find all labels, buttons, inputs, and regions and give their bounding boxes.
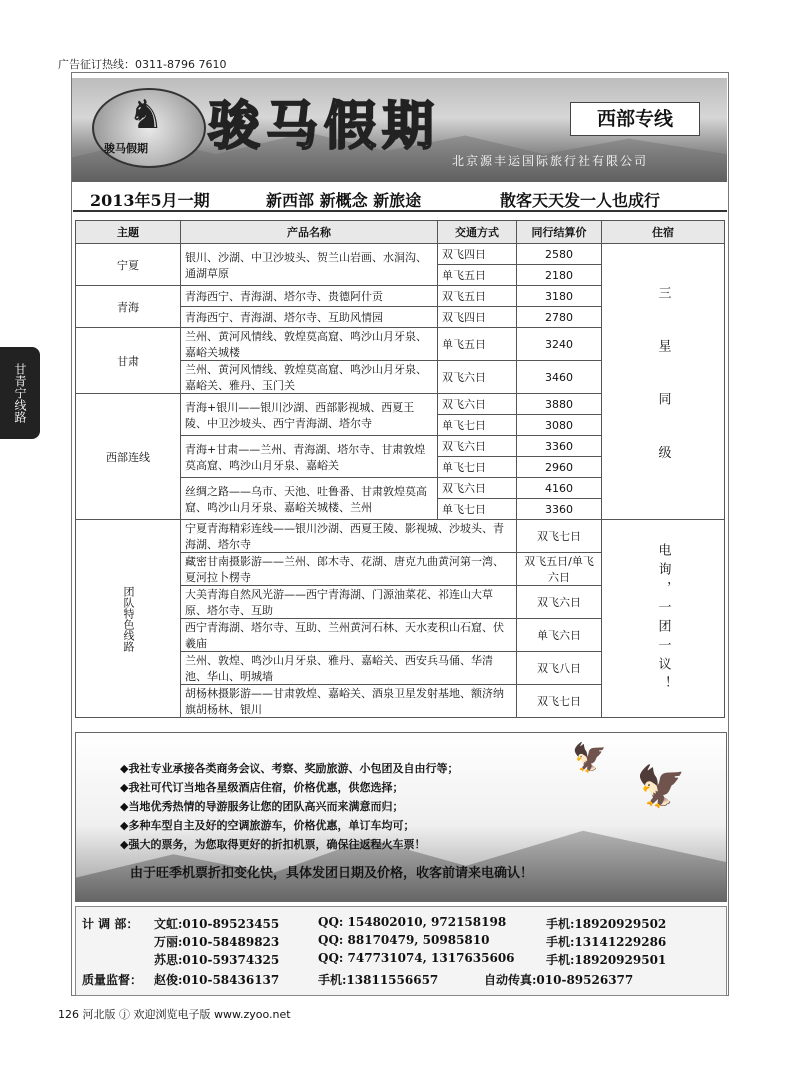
footer: 126 河北版 ⓙ 欢迎浏览电子版 www.zyoo.net <box>58 1008 291 1021</box>
table-row <box>76 244 725 265</box>
price-cell: 3360 <box>517 436 602 457</box>
header-theme: 主题 <box>76 221 181 244</box>
service-item: ◆我社可代订当地各星级酒店住宿，价格优惠，供您选择； <box>120 781 404 794</box>
group-transport: 双飞六日 <box>517 586 602 619</box>
group-transport: 单飞六日 <box>517 619 602 652</box>
contact-mobile: 手机:18920929501 <box>546 953 667 967</box>
price-cell: 3180 <box>517 286 602 307</box>
header-name: 产品名称 <box>181 221 438 244</box>
price-cell: 4160 <box>517 478 602 499</box>
route-name-cell: 青海西宁、青海湖、塔尔寺、互助风情园 <box>181 307 438 328</box>
contact-name: 文虹:010-89523455 <box>154 917 280 931</box>
group-transport: 双飞五日/单飞六日 <box>517 553 602 586</box>
brand-title: 骏马假期 <box>208 96 441 157</box>
transport-cell: 双飞四日 <box>438 307 517 328</box>
table-header <box>76 221 725 244</box>
group-route-name: 藏密甘南摄影游——兰州、郎木寺、花湖、唐克九曲黄河第一湾、夏河拉卜楞寺 <box>181 553 517 586</box>
contact-name: 万丽:010-58489823 <box>154 935 280 949</box>
service-item: ◆多种车型自主及好的空调旅游车，价格优惠，单订车均可； <box>120 819 415 832</box>
transport-cell: 双飞五日 <box>438 286 517 307</box>
route-name-cell: 丝绸之路——乌市、天池、吐鲁番、甘肃敦煌莫高窟、鸣沙山月牙泉、嘉峪关城楼、兰州 <box>181 478 438 520</box>
route-table <box>75 220 725 718</box>
theme-cell: 青海 <box>76 286 181 328</box>
transport-cell: 双飞六日 <box>438 478 517 499</box>
transport-cell: 单飞七日 <box>438 457 517 478</box>
header-stay: 住宿 <box>602 221 725 244</box>
issue: 2013年5月一期 <box>90 191 210 210</box>
logo-text: 骏马假期 <box>104 142 148 155</box>
header-trans: 交通方式 <box>438 221 517 244</box>
route-name-cell: 青海+甘肃——兰州、青海湖、塔尔寺、甘肃敦煌莫高窟、鸣沙山月牙泉、嘉峪关 <box>181 436 438 478</box>
side-tab: 甘青宁线路 <box>0 347 40 439</box>
price-notice: 由于旺季机票折扣变化快，具体发团日期及价格，收客前请来电确认！ <box>130 866 534 881</box>
route-name-cell: 兰州、黄河风情线、敦煌莫高窟、鸣沙山月牙泉、嘉峪关、雅丹、玉门关 <box>181 361 438 394</box>
group-route-name: 兰州、敦煌、鸣沙山月牙泉、雅丹、嘉峪关、西安兵马俑、华清池、华山、明城墙 <box>181 652 517 685</box>
group-route-name: 大美青海自然风光游——西宁青海湖、门源油菜花、祁连山大草原、塔尔寺、互助 <box>181 586 517 619</box>
transport-cell: 双飞四日 <box>438 244 517 265</box>
group-transport: 双飞七日 <box>517 520 602 553</box>
transport-cell: 单飞七日 <box>438 499 517 520</box>
group-route-name: 西宁青海湖、塔尔寺、互助、兰州黄河石林、天水麦积山石窟、伏羲庙 <box>181 619 517 652</box>
fax: 自动传真:010-89526377 <box>484 973 634 987</box>
quality-label: 质量监督： <box>82 973 143 987</box>
transport-cell: 双飞六日 <box>438 361 517 394</box>
group-transport: 双飞七日 <box>517 685 602 718</box>
route-name-cell: 银川、沙湖、中卫沙坡头、贺兰山岩画、水洞沟、通湖草原 <box>181 244 438 286</box>
dept-label: 计 调 部： <box>82 917 139 931</box>
contact-mobile: 手机:18920929502 <box>546 917 667 931</box>
eagle-icon: 🦅 <box>636 764 686 810</box>
route-name-cell: 青海+银川——银川沙湖、西部影视城、西夏王陵、中卫沙坡头、西宁青海湖、塔尔寺 <box>181 394 438 436</box>
theme-cell: 甘肃 <box>76 328 181 394</box>
contact-mobile: 手机:13141229286 <box>546 935 667 949</box>
transport-cell: 双飞六日 <box>438 394 517 415</box>
service-item: ◆当地优秀热情的导游服务让您的团队高兴而来满意而归； <box>120 800 404 813</box>
group-theme-cell: 团队特色线路 <box>76 520 181 718</box>
group-stay-cell: 电询，一团一议！ <box>602 520 725 718</box>
theme-cell: 西部连线 <box>76 394 181 520</box>
price-cell: 2580 <box>517 244 602 265</box>
price-cell: 3460 <box>517 361 602 394</box>
eagle-icon: 🦅 <box>572 741 607 774</box>
quality-mobile: 手机:13811556657 <box>318 973 439 987</box>
slogan: 新西部 新概念 新旅途 <box>266 191 422 210</box>
price-cell: 2960 <box>517 457 602 478</box>
price-cell: 2780 <box>517 307 602 328</box>
group-route-name: 宁夏青海精彩连线——银川沙湖、西夏王陵、影视城、沙坡头、青海湖、塔尔寺 <box>181 520 517 553</box>
group-route-name: 胡杨林摄影游——甘肃敦煌、嘉峪关、酒泉卫星发射基地、额济纳旗胡杨林、银川 <box>181 685 517 718</box>
stay-cell: 三 星 同 级 <box>602 244 725 520</box>
company-name: 北京源丰运国际旅行社有限公司 <box>452 154 649 168</box>
group-row <box>76 520 725 553</box>
line-name: 西部专线 <box>570 102 700 136</box>
contact-name: 苏思:010-59374325 <box>154 953 280 967</box>
transport-cell: 单飞五日 <box>438 328 517 361</box>
service-item: ◆我社专业承接各类商务会议、考察、奖励旅游、小包团及自由行等； <box>120 762 459 775</box>
transport-cell: 单飞五日 <box>438 265 517 286</box>
contact-panel <box>75 906 727 996</box>
group-transport: 双飞八日 <box>517 652 602 685</box>
route-name-cell: 青海西宁、青海湖、塔尔寺、贵德阿什贡 <box>181 286 438 307</box>
service-item: ◆强大的票务，为您取得更好的折扣机票，确保往返程火车票！ <box>120 838 426 851</box>
price-cell: 2180 <box>517 265 602 286</box>
ad-hotline: 广告征订热线：0311-8796 7610 <box>58 58 227 71</box>
price-cell: 3880 <box>517 394 602 415</box>
price-cell: 3080 <box>517 415 602 436</box>
theme-cell: 宁夏 <box>76 244 181 286</box>
contact-qq: QQ: 154802010, 972158198 <box>318 915 507 929</box>
route-name-cell: 兰州、黄河风情线、敦煌莫高窟、鸣沙山月牙泉、嘉峪关城楼 <box>181 328 438 361</box>
transport-cell: 单飞七日 <box>438 415 517 436</box>
slogan-2: 散客天天发一人也成行 <box>500 191 661 210</box>
price-cell: 3360 <box>517 499 602 520</box>
horse-icon: ♞ <box>128 92 164 138</box>
price-cell: 3240 <box>517 328 602 361</box>
contact-qq: QQ: 88170479, 50985810 <box>318 933 490 947</box>
quality-contact: 赵俊:010-58436137 <box>154 973 280 987</box>
contact-qq: QQ: 747731074, 1317635606 <box>318 951 515 965</box>
header-price: 同行结算价 <box>517 221 602 244</box>
transport-cell: 双飞六日 <box>438 436 517 457</box>
